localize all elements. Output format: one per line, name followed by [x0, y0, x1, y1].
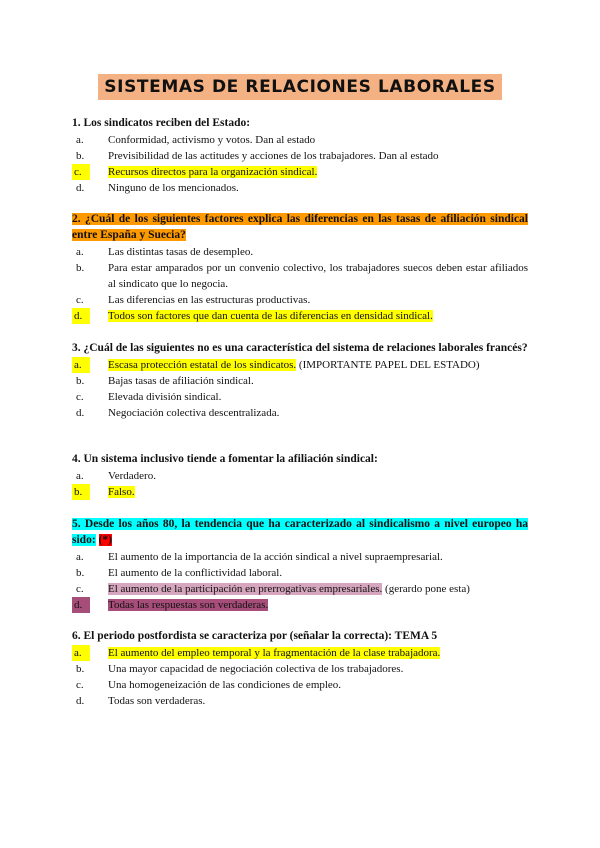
option-text: Una homogeneización de las condiciones de empleo.	[108, 679, 342, 691]
option-text: El aumento de la conflictividad laboral.	[108, 567, 283, 579]
option-text: Elevada división sindical.	[108, 391, 222, 403]
question-5-option-d	[72, 597, 528, 613]
question-3-option-b	[72, 373, 528, 389]
question-3	[72, 340, 528, 421]
option-text-highlighted: Falso.	[108, 486, 135, 498]
option-letter: d.	[76, 695, 85, 707]
question-3-options	[72, 357, 528, 421]
question-3-text: 3. ¿Cuál de las siguientes no es una característica del sistema de relaciones laborales francés?	[72, 342, 528, 354]
option-text-highlighted: Escasa protección estatal de los sindicatos.	[108, 359, 297, 371]
option-note: (gerardo pone esta)	[382, 583, 470, 595]
option-text-highlighted: El aumento del empleo temporal y la fragmentación de la clase trabajadora.	[108, 647, 441, 659]
question-3-option-c	[72, 389, 528, 405]
option-letter: a.	[72, 645, 90, 661]
option-letter: b.	[76, 375, 85, 387]
question-6-option-a	[72, 645, 528, 661]
question-6-option-d	[72, 693, 528, 709]
option-text: Conformidad, activismo y votos. Dan al estado	[108, 134, 316, 146]
option-text: Previsibilidad de las actitudes y acciones de los trabajadores. Dan al estado	[108, 150, 439, 162]
option-letter: b.	[76, 663, 85, 675]
question-4-text: 4. Un sistema inclusivo tiende a fomentar la afiliación sindical:	[72, 453, 378, 465]
option-letter: c.	[76, 391, 84, 403]
option-text: Verdadero.	[108, 470, 156, 482]
option-text: Una mayor capacidad de negociación colectiva de los trabajadores.	[108, 663, 404, 675]
option-text: Las distintas tasas de desempleo.	[108, 246, 254, 258]
question-5-text	[72, 516, 528, 548]
question-2-text-highlighted: 2. ¿Cuál de los siguientes factores explica las diferencias en las tasas de afiliación sindical entre España y Suecia?	[72, 213, 528, 241]
option-letter: a.	[76, 246, 84, 258]
option-letter: a.	[76, 470, 84, 482]
question-6-text: 6. El periodo postfordista se caracteriza por (señalar la correcta): TEMA 5	[72, 630, 438, 642]
question-5-options	[72, 549, 528, 613]
question-1	[72, 115, 528, 196]
option-text: Ninguno de los mencionados.	[108, 182, 239, 194]
question-5	[72, 516, 528, 613]
page-title: SISTEMAS DE RELACIONES LABORALES	[98, 74, 501, 100]
option-letter: d.	[72, 308, 90, 324]
question-1-option-d	[72, 180, 528, 196]
question-2-option-c	[72, 292, 528, 308]
option-letter: c.	[76, 583, 84, 595]
question-5-option-a	[72, 549, 528, 565]
option-letter: b.	[76, 150, 85, 162]
important-marker: (*)	[98, 534, 112, 546]
option-text: Las diferencias en las estructuras productivas.	[108, 294, 311, 306]
question-4	[72, 451, 528, 500]
option-letter: a.	[76, 134, 84, 146]
option-letter: c.	[76, 679, 84, 691]
question-3-option-d	[72, 405, 528, 421]
question-1-options	[72, 132, 528, 196]
option-letter: a.	[72, 357, 90, 373]
option-letter: d.	[72, 597, 90, 613]
option-text: Bajas tasas de afiliación sindical.	[108, 375, 254, 387]
option-text: El aumento de la importancia de la acción sindical a nivel supraempresarial.	[108, 551, 443, 563]
option-note: (IMPORTANTE PAPEL DEL ESTADO)	[296, 359, 480, 371]
option-letter: b.	[76, 567, 85, 579]
option-text: Para estar amparados por un convenio colectivo, los trabajadores suecos deben estar afiliados al sindicato que lo negocia.	[108, 262, 528, 290]
question-1-option-a	[72, 132, 528, 148]
option-letter: b.	[72, 484, 90, 500]
question-3-option-a	[72, 357, 528, 373]
option-text-highlighted: Todos son factores que dan cuenta de las diferencias en densidad sindical.	[108, 310, 433, 322]
question-4-option-a	[72, 468, 528, 484]
option-text-highlighted: Recursos directos para la organización sindical.	[108, 166, 318, 178]
question-4-option-b	[72, 484, 528, 500]
option-text-highlighted: Todas las respuestas son verdaderas.	[108, 599, 269, 611]
question-5-option-b	[72, 565, 528, 581]
option-letter: d.	[76, 182, 85, 194]
option-letter: d.	[76, 407, 85, 419]
question-6-options	[72, 645, 528, 709]
question-6	[72, 628, 528, 709]
question-2	[72, 211, 528, 324]
question-1-option-b	[72, 148, 528, 164]
question-6-option-b	[72, 661, 528, 677]
option-text: Todas son verdaderas.	[108, 695, 206, 707]
question-2-option-d	[72, 308, 528, 324]
question-2-option-a	[72, 244, 528, 260]
option-text-highlighted: El aumento de la participación en prerrogativas empresariales.	[108, 583, 383, 595]
question-2-options	[72, 244, 528, 324]
option-letter: c.	[76, 294, 84, 306]
option-letter: a.	[76, 551, 84, 563]
option-letter: b.	[76, 262, 85, 274]
question-2-text	[72, 211, 528, 243]
question-1-text: 1. Los sindicatos reciben del Estado:	[72, 117, 251, 129]
question-6-option-c	[72, 677, 528, 693]
question-2-option-b	[72, 260, 528, 292]
question-5-text-highlighted: 5. Desde los años 80, la tendencia que ha caracterizado al sindicalismo a nivel europeo ha sido:	[72, 518, 528, 546]
title-wrap	[0, 74, 600, 100]
question-1-option-c	[72, 164, 528, 180]
question-5-option-c	[72, 581, 528, 597]
option-letter: c.	[72, 164, 90, 180]
option-text: Negociación colectiva descentralizada.	[108, 407, 280, 419]
question-4-options	[72, 468, 528, 500]
